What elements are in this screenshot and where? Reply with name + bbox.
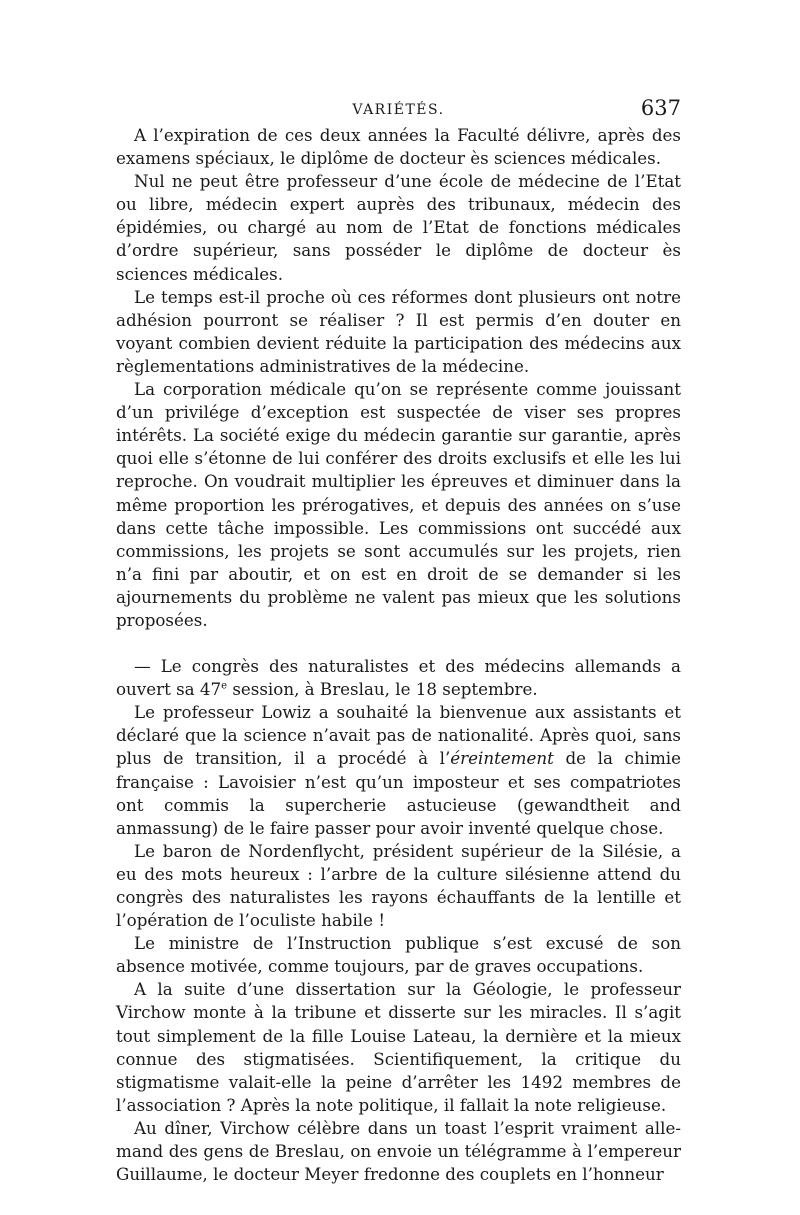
paragraph-virchow: A la suite d’une dissertation sur la Géologie, le professeur Virchow monte à la tribune et disserte sur les miracles. Il s’agit tout simplement de la fille Louise Lateau, la dernière et la mieux connue des stigmatisées. Scientifiquement, la critique du stigmatisme valait-elle la peine d’arrêter les 1492 membres de l’association ? Après la note politique, il fallait la note religieuse. [116,979,681,1115]
ordinal-superscript: e [221,680,228,692]
paragraph-professor-requirements: Nul ne peut être professeur d’une école de médecine de l’Etat ou libre, médecin expert auprès des tribunaux, médecin des épidémies, ou chargé au nom de l’Etat de fonctions médicales d’ordre supérieur, sans posséder le diplôme de docteur ès sciences médicales. [116,171,681,284]
paragraph-minister: Le ministre de l’Instruction publique s’est excusé de son absence motivée, comme toujours, par de graves occupations. [116,933,681,977]
paragraph-lowiz [116,701,681,840]
paragraph-dinner: Au dîner, Virchow célèbre dans un toast l’esprit vraiment allemand des gens de Breslau, on envoie un télégramme à l’empereur Guillaume, le docteur Meyer fredonne des couplets en l’honneur [116,1117,681,1185]
lowiz-text: Le professeur Lowiz a souhaité la bienvenue aux assistants et déclaré que la science n’avait pas de nationalité. Après quoi, sans plus de transition, il a procédé à l’ [116,702,681,769]
running-title: VARIÉTÉS. [352,102,445,118]
paragraph-nordenflycht: Le baron de Nordenflycht, président supérieur de la Silésie, a eu des mots heureux : l’arbre de la culture silésienne attend du congrès des naturalistes les rayons échauffants de la lentille et l’opération de l’oculiste habile ! [116,840,681,931]
lowiz-text-end: de la chimie française : Lavoisier n’est qu’un imposteur et ses compatriotes ont commis la supercherie astucieuse (gewandtheit and anmassung) de le faire passer pour avoir inventé quelque chose. [116,748,681,838]
paragraph-reforms: Le temps est-il proche où ces réformes dont plusieurs ont notre adhésion pourront se réaliser ? Il est permis d’en douter en voyant combien devient réduite la participation des médecins aux règlementations administratives de la médecine. [116,286,681,376]
congress-intro-text: — Le congrès des naturalistes et des médecins allemands a ouvert sa 47 [116,656,681,700]
paragraph-diploma: A l’expiration de ces deux années la Faculté délivre, après des examens spéciaux, le diplôme de docteur ès sciences médicales. [116,125,681,169]
congress-intro-text-end: session, à Breslau, le 18 septembre. [227,679,538,700]
body-text [116,124,681,1186]
paragraph-congress-intro [116,655,681,701]
paragraph-medical-corporation: La corporation médicale qu’on se représente comme jouissant d’un privilége d’exception est suspectée de viser ses propres intérêts. La société exige du médecin garantie sur garantie, après quoi elle s’étonne de lui conférer des droits exclusifs et elle les lui reproche. On voudrait multiplier les épreuves et diminuer dans la même proportion les prérogatives, et depuis des années on s’use dans cette tâche impossible. Les commissions ont succédé aux commissions, les projets se sont accumulés sur les projets, rien n’a fini par aboutir, et on est en droit de se demander si les ajournements du problème ne valent pas mieux que les solutions proposées. [116,379,681,630]
running-header [116,94,681,124]
page-number: 637 [640,96,681,120]
section-gap [116,632,681,655]
italic-term: éreintement [450,748,554,769]
